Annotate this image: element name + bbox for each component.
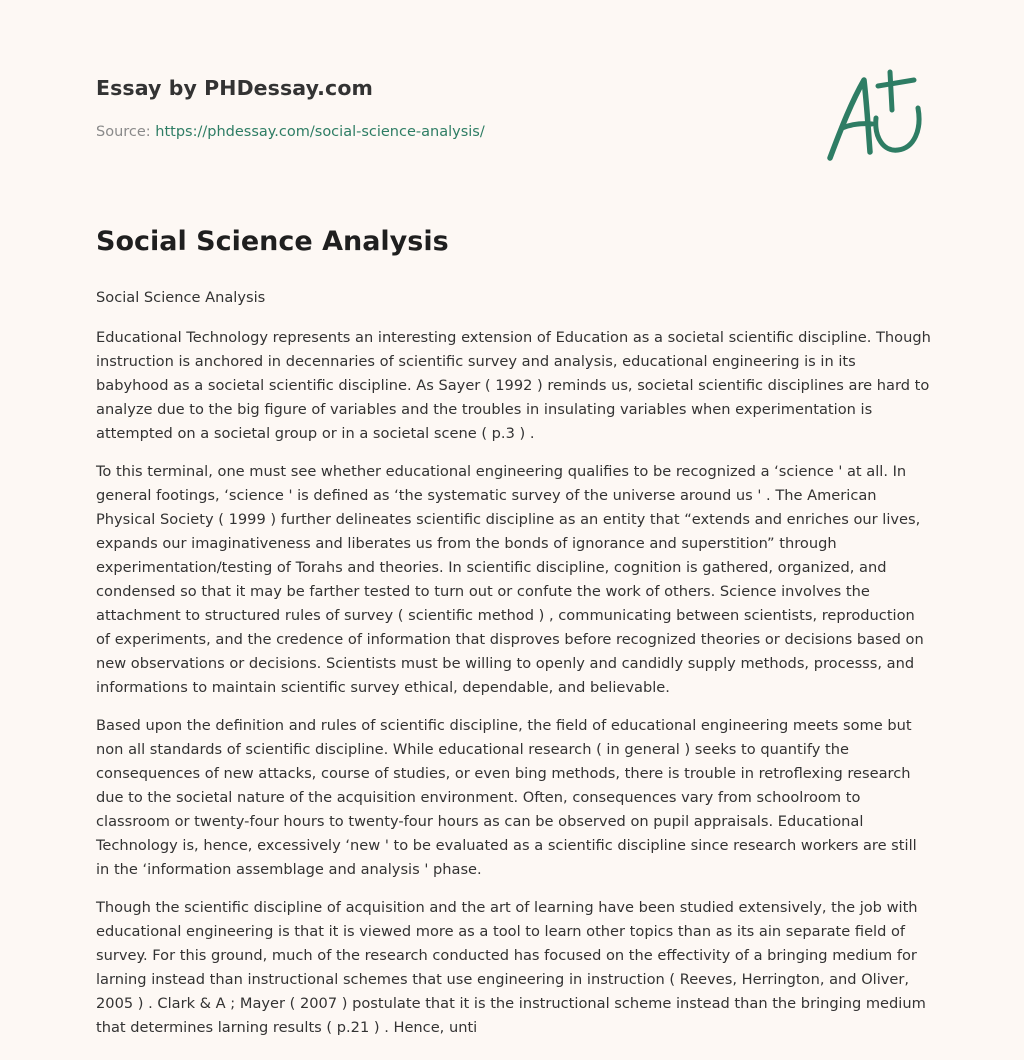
article-body — [96, 286, 932, 1054]
paragraph-1: Educational Technology represents an interesting extension of Education as a societal scientific discipline. Though instruction is anchored in decennaries of scientific survey and analysis, educational engineering is in its babyhood as a societal scientific discipline. As Sayer ( 1992 ) reminds us, societal scientific disciplines are hard to analyze due to the big figure of variables and the troubles in insulating variables when experimentation is attempted on a societal group or in a societal scene ( p.3 ) . — [96, 329, 931, 442]
page-title: Social Science Analysis — [96, 226, 449, 257]
article-subtitle: Social Science Analysis — [96, 289, 266, 306]
source-label: Source: — [96, 124, 156, 140]
site-brand: Essay by PHDessay.com — [96, 76, 373, 100]
paragraph-2: To this terminal, one must see whether educational engineering qualifies to be recognized a ‘science ' at all. In general footings, ‘science ' is defined as ‘the systematic survey of the universe around us ' . The American Physical Society ( 1999 ) further delineates scientific discipline as an entity that “extends and enriches our lives, expands our imaginativeness and liberates us from the bonds of ignorance and superstition” through experimentation/testing of Torahs and theories. In scientific discipline, cognition is gathered, organized, and condensed so that it may be farther tested to turn out or confute the work of others. Science involves the attachment to structured rules of survey ( scientific method ) , communicating between scientists, reproduction of experiments, and the credence of information that disproves before recognized theories or decisions based on new observations or decisions. Scientists must be willing to openly and candidly supply methods, processs, and informations to maintain scientific survey ethical, dependable, and believable. — [96, 463, 924, 696]
paragraph-3: Based upon the definition and rules of scientific discipline, the field of educational engineering meets some but non all standards of scientific discipline. While educational research ( in general ) seeks to quantify the consequences of new attacks, course of studies, or even bing methods, there is trouble in retroflexing research due to the societal nature of the acquisition environment. Often, consequences vary from schoolroom to classroom or twenty-four hours to twenty-four hours as can be observed on pupil appraisals. Educational Technology is, hence, excessively ‘new ' to be evaluated as a scientific discipline since research workers are still in the ‘information assemblage and analysis ' phase. — [96, 717, 917, 878]
source-line — [96, 124, 796, 140]
a-plus-logo-icon — [822, 66, 932, 166]
source-link[interactable]: https://phdessay.com/social-science-analysis/ — [155, 124, 485, 140]
essay-header — [96, 76, 796, 140]
paragraph-4: Though the scientific discipline of acquisition and the art of learning have been studied extensively, the job with educational engineering is that it is viewed more as a tool to learn other topics than as its ain separate field of survey. For this ground, much of the research conducted has focused on the effectivity of a bringing medium for larning instead than instructional schemes that use engineering in instruction ( Reeves, Herrington, and Oliver, 2005 ) . Clark & A ; Mayer ( 2007 ) postulate that it is the instructional scheme instead than the bringing medium that determines larning results ( p.21 ) . Hence, unti — [96, 899, 926, 1036]
